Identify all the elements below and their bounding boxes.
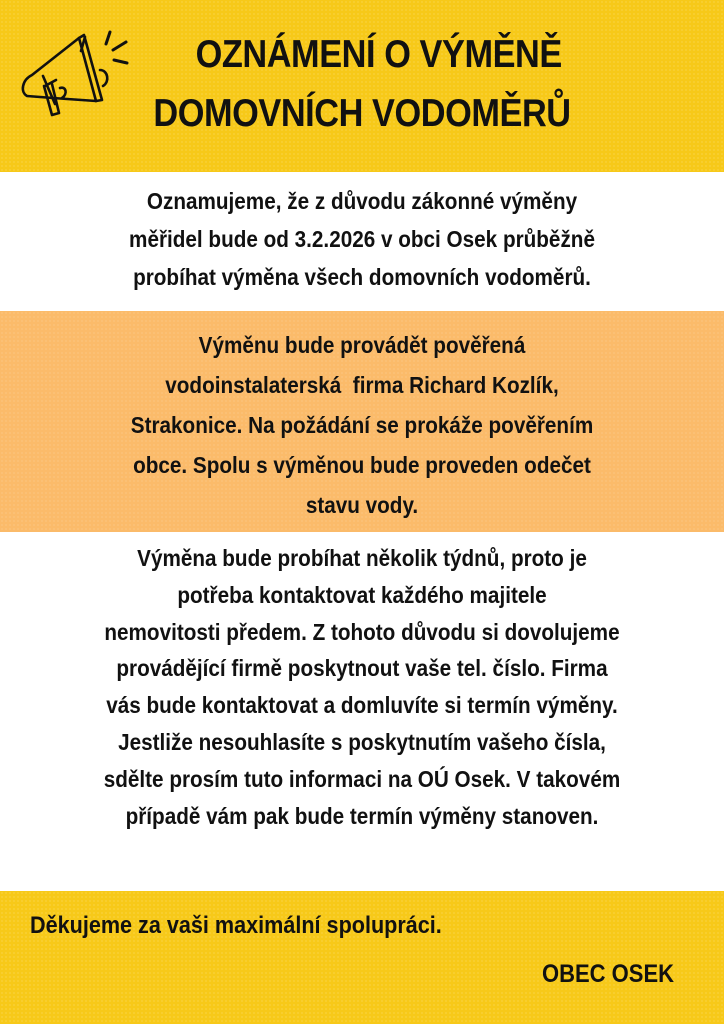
contractor-section <box>0 311 724 532</box>
header-banner <box>0 0 724 172</box>
details-line: Jestliže nesouhlasíte s poskytnutím vašeho čísla, <box>118 728 606 755</box>
contractor-paragraph <box>0 325 724 525</box>
intro-paragraph <box>0 182 724 296</box>
title-line-1: OZNÁMENÍ O VÝMĚNĚ <box>195 33 562 76</box>
details-line: Výměna bude probíhat několik týdnů, proto je <box>137 545 587 571</box>
details-line: vás bude kontaktovat a domluvíte si termín výměny. <box>106 692 618 719</box>
thanks-message: Děkujeme za vaši maximální spolupráci. <box>30 912 442 939</box>
intro-line: měřidel bude od 3.2.2026 v obci Osek průběžně <box>129 226 595 252</box>
details-line: nemovitosti předem. Z tohoto důvodu si dovolujeme <box>104 618 620 645</box>
contractor-line: vodoinstalaterská firma Richard Kozlík, <box>165 372 559 398</box>
details-line: potřeba kontaktovat každého majitele <box>177 581 547 608</box>
signature: OBEC OSEK <box>541 960 674 988</box>
details-line: sdělte prosím tuto informaci na OÚ Osek. V takovém <box>103 765 621 792</box>
intro-section <box>0 172 724 311</box>
details-line: případě vám pak bude termín výměny stanoven. <box>125 802 599 829</box>
intro-line: Oznamujeme, že z důvodu zákonné výměny <box>146 188 578 214</box>
footer-banner <box>0 891 724 1024</box>
details-section <box>0 532 724 891</box>
contractor-line: Strakonice. Na požádání se prokáže pověřením <box>130 412 594 438</box>
title-line-2: DOMOVNÍCH VODOMĚRŮ <box>153 92 571 135</box>
contractor-line: Výměnu bude provádět pověřená <box>198 332 526 358</box>
intro-line: probíhat výměna všech domovních vodoměrů. <box>133 264 591 290</box>
details-paragraph <box>0 540 724 834</box>
contractor-line: obce. Spolu s výměnou bude proveden odečet <box>133 452 591 478</box>
details-line: provádějící firmě poskytnout vaše tel. číslo. Firma <box>116 655 608 682</box>
contractor-line: stavu vody. <box>305 492 419 518</box>
